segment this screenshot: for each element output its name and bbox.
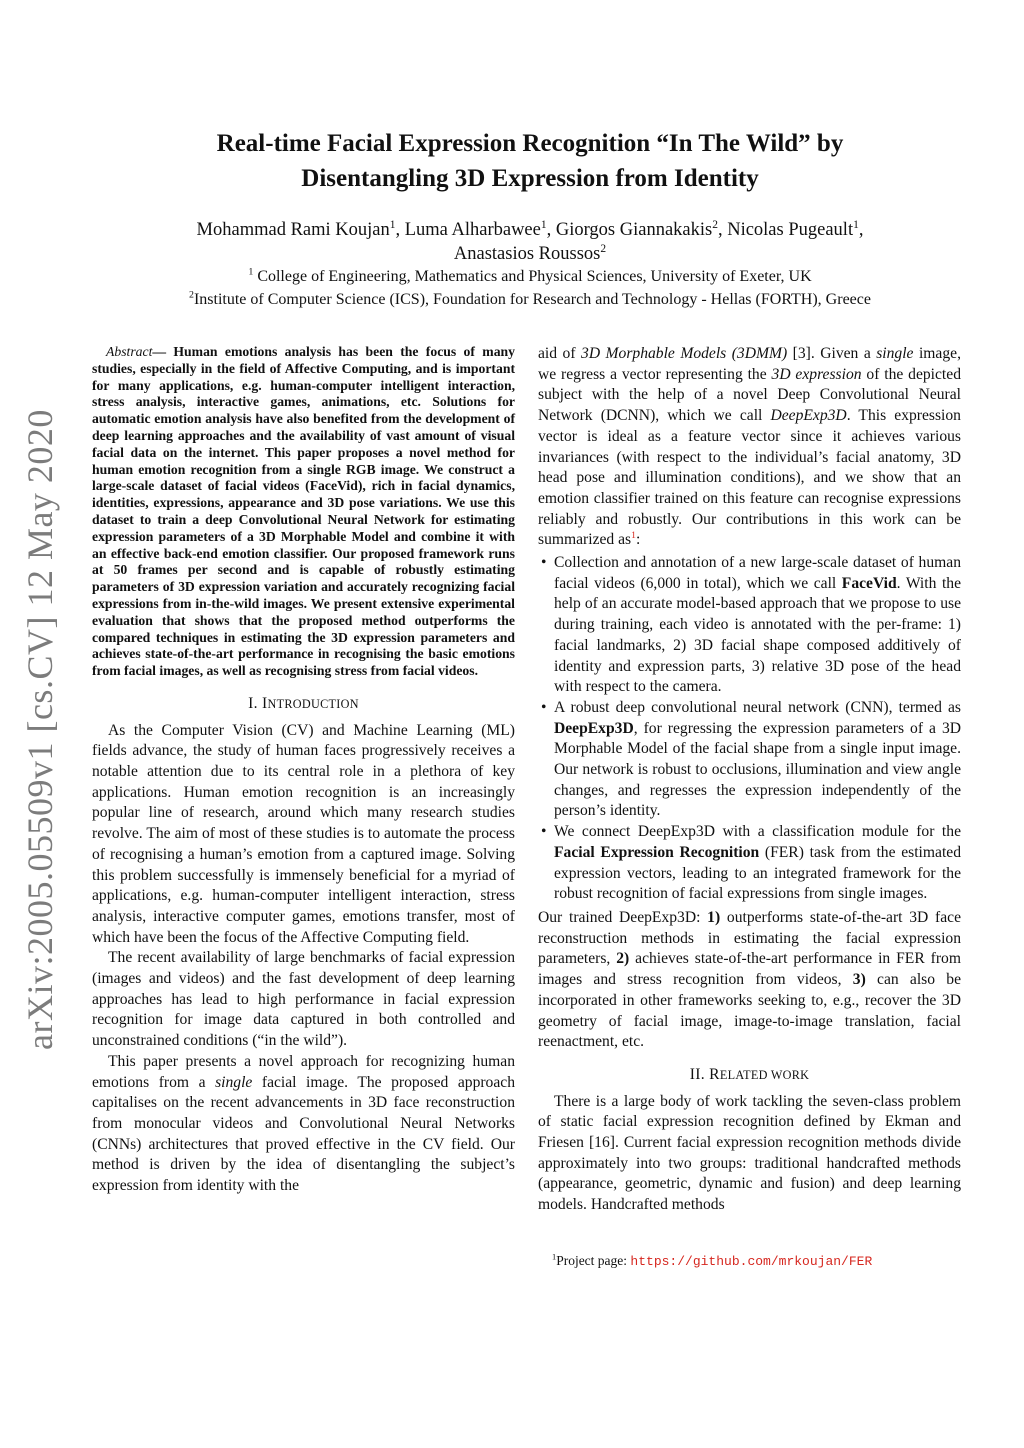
author-name: Mohammad Rami Koujan <box>196 220 390 240</box>
affiliation-mark: 1 <box>853 218 859 231</box>
affiliation-mark: 1 <box>248 266 254 278</box>
intro-summary-paragraph: Our trained DeepExp3D: 1) outperforms state-of-the-art 3D face reconstruction methods in estimating the facial expression parameters, 2) achieves state-of-the-art performance in FER from images and stress recognition from videos, 3) can also be incorporated in other frameworks seeking to, e.g., recover the 3D geometry of facial image, image-to-image translation, facial reenactment, etc. <box>538 908 962 1051</box>
intro-paragraph-1: As the Computer Vision (CV) and Machine Learning (ML) fields advance, the study of human faces progressively receives a notable attention due to its central role in a plethora of key applications. Human emotion recognition is an increasingly popular line of research, around which many research studies revolve. The aim of most of these studies is to automate the process of recognising a human’s emotion from a captured image. Solving this problem successfully is immensely beneficial for a myriad of applications, e.g. human-computer intelligent interaction, stress analysis, interactive computer games, emotions transfer, most of which have been the focus of the Affective Computing field. <box>92 721 515 946</box>
affiliation-mark: 1 <box>389 218 396 231</box>
affiliation-mark: 2 <box>600 242 607 255</box>
affiliation-mark: 2 <box>712 218 718 231</box>
affiliation-mark: 1 <box>540 218 547 231</box>
footnote-link[interactable]: 1 <box>631 530 636 542</box>
abstract <box>92 344 515 680</box>
author-name: Luma Alharbawee <box>404 220 541 240</box>
abstract-text: — Human emotions analysis has been the focus of many studies, especially in the field of Affective Computing, and is important for many applications, e.g. human-computer intelligent interaction, stress analysis, interactive games, animations, etc. Solutions for automatic emotion analysis have also benefited from the development of deep learning approaches and the availability of vast amount of visual facial data on the internet. This paper proposes a novel method for human emotion recognition from a single RGB image. We construct a large-scale dataset of facial videos (FaceVid), rich in facial dynamics, identities, expressions, appearance and 3D pose variations. We use this dataset to train a deep Convolutional Neural Network for estimating expression parameters of a 3D Morphable Model and combine it with an effective back-end emotion classifier. Our proposed framework runs at 50 frames per second and is capable of robustly estimating parameters of 3D expression variation and accurately recognizing facial expressions from in-the-wild images. We present extensive experimental evaluation that shows that the proposed method outperforms the compared techniques in estimating the 3D expression parameters and achieves state-of-the-art performance in recognising the basic emotions from facial images, as well as recognising stress from facial videos. <box>92 344 515 679</box>
list-item: • A robust deep convolutional neural network (CNN), termed as DeepExp3D, for regressing the expression parameters of a 3D Morphable Model of the facial shape from a single input image. Our network is robust to occlusions, illumination and view angle changes, and regresses the expression independently of the person’s identity. <box>554 698 961 822</box>
intro-paragraph-2: The recent availability of large benchmarks of facial expression (images and videos) and the fast development of deep learning approaches has lead to high performance in facial expression recognition for image data captured in both controlled and unconstrained conditions (“in the wild”). <box>92 949 515 1050</box>
footnote-mark: 1 <box>552 1252 557 1262</box>
arxiv-sidebar-stamp: arXiv:2005.05509v1 [cs.CV] 12 May 2020 <box>20 409 60 1050</box>
section-heading-introduction: I. INTRODUCTION <box>248 694 359 712</box>
affiliation-mark: 2 <box>189 289 194 301</box>
author-name: Nicolas Pugeault <box>727 220 854 240</box>
author-name: Giorgos Giannakakis <box>555 220 713 240</box>
intro-paragraph-3: This paper presents a novel approach for recognizing human emotions from a single facial image. The proposed approach capitalises on the recent advancements in 3D face reconstruction from monocular videos and Convolutional Neural Networks (CNNs) architectures that proved effective in the CV field. Our method is driven by the idea of disentangling the subject’s expression from identity with the <box>92 1052 515 1195</box>
author-list: Mohammad Rami Koujan$^1$, Luma Alharbawee$^1$, Giorgos Giannakakis$^2$, Nicolas Pugeault$^1$, Anastasios Roussos$^2$ <box>196 218 864 264</box>
affiliation-1 <box>80 266 980 287</box>
footnote <box>552 1252 972 1270</box>
footnote-label: Project page: <box>556 1253 631 1268</box>
abstract-label: Abstract <box>106 344 153 359</box>
paper-title <box>150 126 910 196</box>
contributions-list <box>538 553 961 905</box>
title-line-2: Disentangling 3D Expression from Identity <box>301 165 759 192</box>
title-line-1: Real-time Facial Expression Recognition “In The Wild” by <box>216 130 844 157</box>
affiliation-2 <box>80 289 980 310</box>
project-url-link[interactable]: https://github.com/mrkoujan/FER <box>630 1254 873 1269</box>
affiliation-text: Institute of Computer Science (ICS), Foundation for Research and Technology - Hellas (FORTH), Greece <box>193 291 871 308</box>
author-name: Anastasios Roussos <box>453 244 601 264</box>
right-column <box>538 344 961 1216</box>
left-column <box>92 344 515 1197</box>
list-item: • We connect DeepExp3D with a classification module for the Facial Expression Recognition (FER) task from the estimated expression vectors, leading to an integrated framework for the robust recognition of facial expressions from single images. <box>554 822 961 905</box>
affiliation-text: College of Engineering, Mathematics and Physical Sciences, University of Exeter, UK <box>257 268 812 285</box>
list-item: • Collection and annotation of a new large-scale dataset of human facial videos (6,000 in total), which we call FaceVid. With the help of an accurate model-based approach that we propose to use during training, each video is annotated with the per-frame: 1) facial landmarks, 2) 3D facial shape composed additively of identity and expression parts, 3) relative 3D pose of the head with respect to the camera. <box>554 553 961 698</box>
related-paragraph-1: There is a large body of work tackling the seven-class problem of static facial expression recognition defined by Ekman and Friesen [16]. Current facial expression recognition methods divide approximately into two groups: traditional handcrafted methods (appearance, geometric, dynamic and fusion) and deep learning models. Handcrafted methods <box>538 1092 961 1214</box>
section-heading-related-work: II. RELATED WORK <box>689 1065 810 1083</box>
intro-paragraph-continued: aid of 3D Morphable Models (3DMM) [3]. Given a single image, we regress a vector representing the 3D expression of the depicted subject with the help of a novel Deep Convolutional Neural Network (DCNN), which we call DeepExp3D. This expression vector is ideal as a feature vector since it achieves various invariances (with respect to the individual’s facial anatomy, 3D head pose and illumination conditions), and we show that an emotion classifier trained on this feature can recognise expressions reliably and robustly. Our contributions in this work can be summarized as$^1$: <box>538 345 961 549</box>
